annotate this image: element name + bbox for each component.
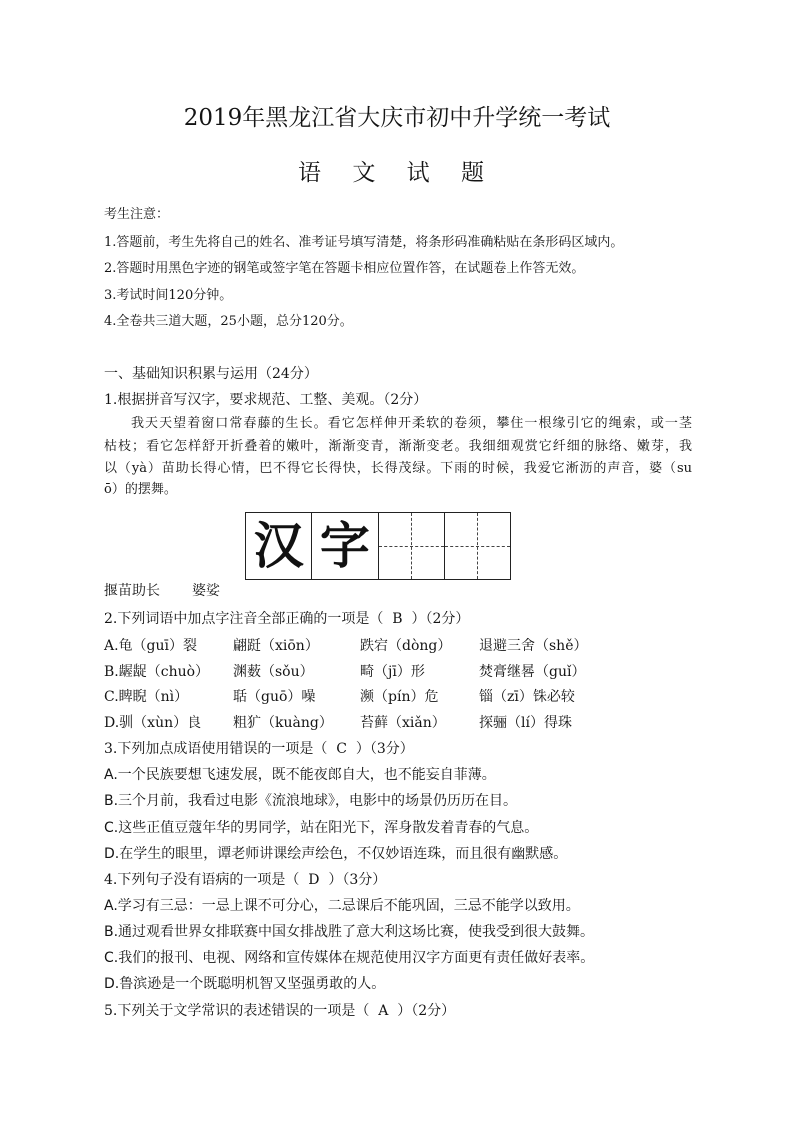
- grid-guide-line: [445, 546, 510, 547]
- q2-option-cell: 翩跹（xiōn）: [233, 638, 319, 654]
- q2-option-cell: 畸（jī）形: [360, 664, 425, 680]
- q1-passage-line: 枯枝；看它怎样舒开折叠着的嫩叶，渐渐变青，渐渐变老。我细细观赏它纤细的脉络、嫩芽，我: [104, 439, 692, 454]
- notice-item: 4.全卷共三道大题，25小题，总分120分。: [104, 314, 353, 329]
- grid-cell: [312, 513, 378, 579]
- q2-option-cell: C.睥睨（nì）: [104, 689, 189, 705]
- q2-option-cell: 苔藓（xiǎn）: [360, 715, 446, 731]
- exam-subtitle: 语 文 试 题: [298, 160, 496, 186]
- notice-heading: 考生注意：: [104, 207, 170, 222]
- q1-passage-line: 我天天望着窗口常春藤的生长。看它怎样伸开柔软的卷须，攀住一根缘引它的绳索，或一茎: [131, 416, 692, 431]
- q2-option-cell: 退避三舍（shě）: [479, 638, 588, 654]
- grid-guide-line: [379, 546, 444, 547]
- q2-option-row: [104, 662, 619, 682]
- q3-option: C.这些正值豆蔻年华的男同学，站在阳光下，浑身散发着青春的气息。: [104, 820, 539, 836]
- q1-answer: 揠苗助长: [104, 583, 160, 599]
- notice-item: 2.答题时用黑色字迹的钢笔或签字笔在答题卡相应位置作答，在试题卷上作答无效。: [104, 261, 585, 276]
- q3-stem: 3.下列加点成语使用错误的一项是（ C ）（3分）: [104, 741, 414, 757]
- grid-cell: [445, 513, 510, 579]
- grid-cell: [379, 513, 445, 579]
- q2-option-cell: 跌宕（dòng）: [360, 638, 452, 654]
- grid-char: 汉: [246, 513, 311, 579]
- q2-option-row: [104, 687, 619, 707]
- exam-title: 2019年黑龙江省大庆市初中升学统一考试: [183, 105, 611, 131]
- section-heading: 一、基础知识积累与运用（24分）: [104, 366, 318, 382]
- q1-stem: 1.根据拼音写汉字，要求规范、工整、美观。（2分）: [104, 392, 428, 408]
- q3-option: D.在学生的眼里，谭老师讲课绘声绘色，不仅妙语连珠，而且很有幽默感。: [104, 846, 568, 862]
- grid-char: 字: [312, 513, 377, 579]
- q2-option-cell: 粗犷（kuàng）: [233, 715, 333, 731]
- q2-option-cell: D.驯（xùn）良: [104, 715, 202, 731]
- q2-option-cell: A.龟（guī）裂: [104, 638, 198, 654]
- q2-option-cell: B.龌龊（chuò）: [104, 664, 210, 680]
- q2-option-row: [104, 636, 619, 656]
- q4-option: B.通过观看世界女排联赛中国女排战胜了意大利这场比赛，使我受到很大鼓舞。: [104, 924, 595, 940]
- q2-option-cell: 渊薮（sǒu）: [233, 664, 314, 680]
- q4-option: A.学习有三忌：一忌上课不可分心，二忌课后不能巩固，三忌不能学以致用。: [104, 898, 580, 914]
- q2-option-cell: 探骊（lí）得珠: [479, 715, 572, 731]
- q1-answer: 婆娑: [192, 583, 220, 599]
- notice-item: 1.答题前，考生先将自己的姓名、准考证号填写清楚，将条形码准确粘贴在条形码区域内。: [104, 235, 624, 250]
- q3-option: A.一个民族要想飞速发展，既不能夜郎自大，也不能妄自菲薄。: [104, 767, 496, 783]
- q1-passage-line: 以（yà）苗助长得心情，巴不得它长得快，长得茂绿。下雨的时候，我爱它淅沥的声音，婆（su: [104, 461, 692, 476]
- q2-option-cell: 聒（guō）噪: [233, 689, 316, 705]
- q5-stem: 5.下列关于文学常识的表述错误的一项是（ A ）（2分）: [104, 1003, 456, 1019]
- q2-option-cell: 濒（pín）危: [360, 689, 439, 705]
- q4-stem: 4.下列句子没有语病的一项是（ D ）（3分）: [104, 872, 387, 888]
- q2-stem: 2.下列词语中加点字注音全部正确的一项是（ B ）（2分）: [104, 611, 470, 627]
- q2-option-row: [104, 713, 619, 733]
- q1-passage-line: ō）的摆舞。: [104, 482, 177, 497]
- q4-option: D.鲁滨逊是一个既聪明机智又坚强勇敢的人。: [104, 976, 386, 992]
- q3-option: B.三个月前，我看过电影《流浪地球》，电影中的场景仍历历在目。: [104, 793, 518, 809]
- q2-option-cell: 锱（zī）铢必较: [479, 689, 575, 705]
- q4-option: C.我们的报刊、电视、网络和宣传媒体在规范使用汉字方面更有责任做好表率。: [104, 950, 595, 966]
- notice-item: 3.考试时间120分钟。: [104, 288, 233, 303]
- q2-option-cell: 焚膏继晷（guǐ）: [479, 664, 586, 680]
- grid-cell: [246, 513, 312, 579]
- writing-grid: [245, 512, 511, 580]
